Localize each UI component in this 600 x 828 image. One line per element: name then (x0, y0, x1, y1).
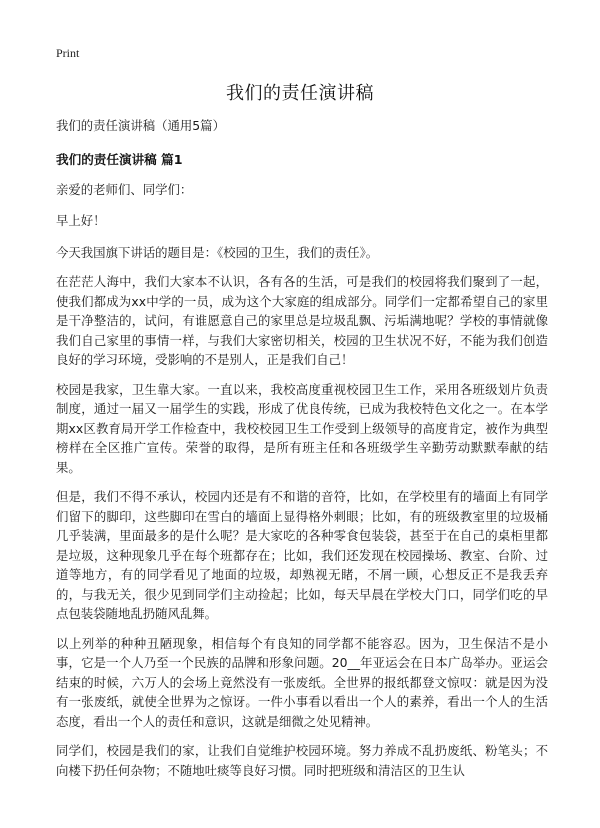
paragraph: 但是，我们不得不承认，校园内还是有不和谐的音符，比如，在学校里有的墙面上有同学们留下的脚印，这些脚印在雪白的墙面上显得格外刺眼；比如，有的班级教室里的垃圾桶几乎装满，里面最多的是什么呢？是大家吃的各种零食包装袋，甚至于在自己的桌柜里都是垃圾，这种现象几乎在每个班都存在；比如，我们还发现在校园操场、教室、台阶、过道等地方，有的同学看见了地面的垃圾，却熟视无睹，不屑一顾，心想反正不是我丢弃的，与我无关，很少见到同学们主动捡起；比如，每天早晨在学校大门口，同学们吃的早点包装袋随地乱扔随风乱舞。 (56, 489, 548, 621)
paragraph: 校园是我家，卫生靠大家。一直以来，我校高度重视校园卫生工作，采用各班级划片负责制度，通过一届又一届学生的实践，形成了优良传统，已成为我校特色文化之一。在本学期xx区教育局开学工作检查中，我校校园卫生工作受到上级领导的高度肯定，被作为典型榜样在全区推广宣传。荣誉的取得，是所有班主任和各班级学生辛勤劳动默默奉献的结果。 (56, 381, 548, 475)
salutation: 亲爱的老师们、同学们： (56, 181, 193, 197)
page-title: 我们的责任演讲稿 (226, 83, 374, 104)
paragraph: 在茫茫人海中，我们大家本不认识，各有各的生活，可是我们的校园将我们聚到了一起，使我们都成为xx中学的一员，成为这个大家庭的组成部分。同学们一定都希望自己的家里是干净整洁的，试问，有谁愿意自己的家里总是垃圾乱飘、污垢满地呢？学校的事情就像我们自己家里的事情一样，与我们大家密切相关，校园的卫生状况不好，不能为我们创造良好的学习环境，受影响的不是别人，正是我们自己！ (56, 274, 548, 367)
print-link[interactable]: Print (56, 46, 80, 60)
greeting: 早上好！ (56, 213, 106, 228)
document-body (56, 116, 548, 790)
paragraph: 今天我国旗下讲话的题目是：《校园的卫生，我们的责任》。 (56, 244, 379, 260)
document-subtitle: 我们的责任演讲稿（通用5篇） (56, 118, 225, 133)
paragraph: 以上列举的种种丑陋现象，相信每个有良知的同学都不能容忍。因为，卫生保洁不是小事，它是一个人乃至一个民族的品牌和形象问题。20__年亚运会在日本广岛举办。亚运会结束的时候，六万人的会场上竟然没有一张废纸。全世界的报纸都登文惊叹：就是因为没有一张废纸，就使全世界为之惊讶。一件小事看以看出一个人的素养，看出一个人的生活态度，看出一个人的责任和意识，这就是细微之处见精神。 (56, 635, 548, 729)
section-heading: 我们的责任演讲稿 篇1 (56, 151, 183, 167)
paragraph: 同学们，校园是我们的家，让我们自觉维护校园环境。努力养成不乱扔废纸、粉笔头；不向楼下扔任何杂物；不随地吐痰等良好习惯。同时把班级和清洁区的卫生认 (56, 743, 548, 778)
